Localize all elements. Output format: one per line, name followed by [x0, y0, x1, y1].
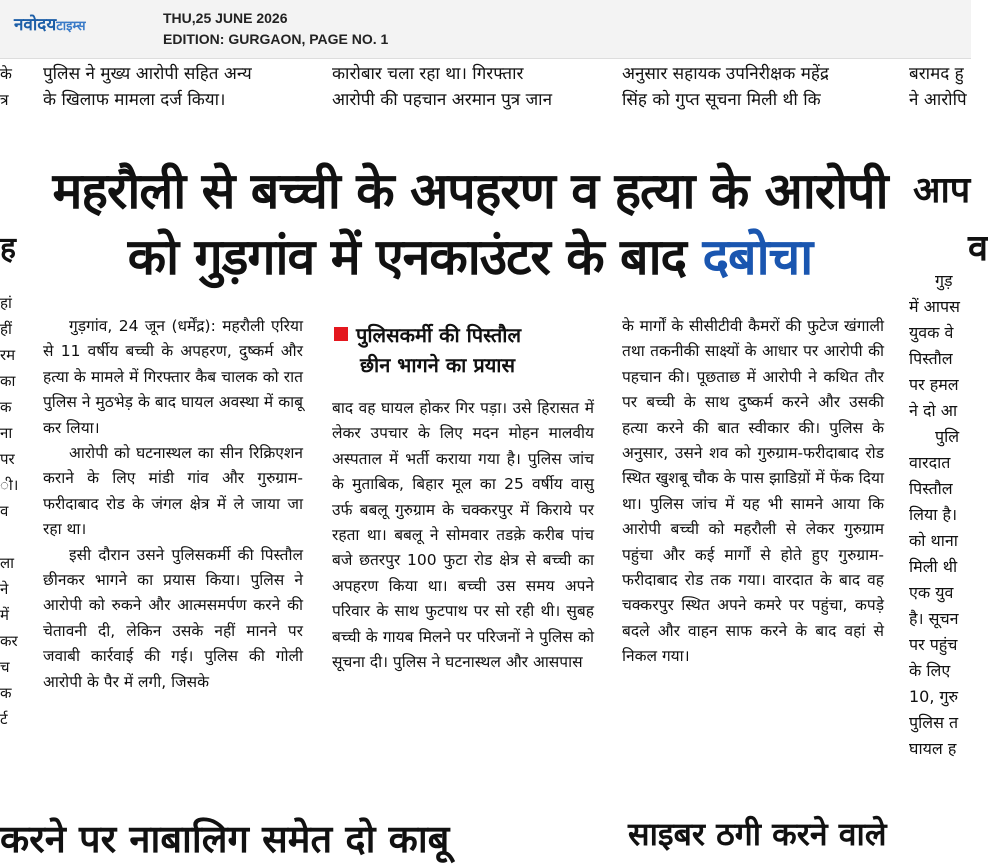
text-fragment: पिस्तौल — [909, 479, 953, 498]
headline-line1: महरौली से बच्ची के अपहरण व हत्या के आरोपी — [52, 162, 888, 220]
article-column-2 — [332, 396, 594, 778]
right-article-headline — [913, 162, 988, 278]
top-strip-col2 — [332, 62, 594, 114]
logo-sub: टाइम्स — [56, 19, 86, 34]
text-line: के खिलाफ मामला दर्ज किया। — [43, 90, 226, 110]
subheading-line1: पुलिसकर्मी की पिस्तौल — [356, 323, 522, 347]
top-strip-col3 — [622, 62, 884, 114]
text-fragment: 10, गुरु — [909, 687, 959, 706]
paragraph: बाद वह घायल होकर गिर पड़ा। उसे हिरासत में लेकर उपचार के लिए मदन मोहन मालवीय अस्पताल में भर्ती कराया गया है। पुलिस जांच के मुताबिक, बिहार मूल का 25 वर्षीय वासु उर्फ बबलू गुरुग्राम के चक्करपुर में किराये पर रहता था। बबलू ने सोमवार तडक़े करीब पांच बजे छतरपुर 100 फुटा रोड क्षेत्र से बच्ची का अपहरण किया था। बच्ची उस समय अपने परिवार के साथ फुटपाथ पर सो रही थी। सुबह बच्ची के गायब मिलने पर परिजनों ने पुलिस को सूचना दी। पुलिस ने घटनास्थल और आसपास — [332, 399, 594, 672]
text-line: ने आरोपि — [909, 90, 967, 110]
top-strip-col4 — [909, 62, 971, 114]
text-fragment: में आपस — [909, 297, 960, 316]
logo-main: नवोदय — [14, 15, 57, 35]
text-line: आरोपी की पहचान अरमान पुत्र जान — [332, 90, 553, 110]
headline-fragment: व — [968, 228, 988, 269]
text-fragment: को थाना — [909, 531, 958, 550]
bottom-right-headline: साइबर ठगी करने वाले — [628, 815, 887, 853]
paragraph: के मार्गों के सीसीटीवी कैमरों की फुटेज खंगाली तथा तकनीकी साक्ष्यों के आधार पर आरोपी की पहचान की। पूछताछ में आरोपी ने कथित तौर पर बच्ची के साथ दुष्कर्म करने और उसकी हत्या करने की बात स्वीकार की। पुलिस के अनुसार, उसने शव को गुरुग्राम-फरीदाबाद रोड स्थित खुशबू चौक के पास झाडिय़ों में फेंक दिया था। पुलिस जांच में यह भी सामने आया कि आरोपी बच्ची को महरौली से लेकर गुरुग्राम पहुंचा और कई मार्गों से होते हुए गुरुग्राम-फरीदाबाद रोड तक गया। वारदात के बाद वह चक्करपुर स्थित अपने कमरे पर पहुंचा, कपड़े बदले और वाहन साफ करने के बाद वहां से निकल गया। — [622, 317, 884, 666]
text-fragment: ने दो आ — [909, 401, 958, 420]
text-fragment: हीं — [0, 320, 12, 338]
paragraph: इसी दौरान उसने पुलिसकर्मी की पिस्तौल छीनकर भागने का प्रयास किया। पुलिस ने आरोपी को रुकने और आत्मसमर्पण करने की चेतावनी दी, लेकिन उसके नहीं मानने पर जवाबी कार्रवाई की गई। पुलिस की गोली आरोपी के पैर में लगी, जिसके — [43, 545, 303, 691]
article-column-1 — [43, 314, 303, 776]
headline-highlight: दबोचा — [702, 228, 813, 286]
text-fragment: गुड़ — [935, 271, 953, 290]
text-line: पुलिस ने मुख्य आरोपी सहित अन्य — [43, 64, 252, 84]
top-strip-col1 — [43, 62, 313, 114]
text-fragment: ना — [0, 424, 13, 442]
text-line: सिंह को गुप्त सूचना मिली थी कि — [622, 90, 821, 110]
text-fragment: घायल ह — [909, 739, 957, 758]
text-fragment: पर हमल — [909, 375, 959, 394]
right-article-column — [909, 268, 971, 762]
text-fragment: पिस्तौल — [909, 349, 953, 368]
text-fragment: पर पहुंच — [909, 635, 958, 654]
text-fragment: क — [0, 684, 12, 702]
text-fragment: व — [0, 502, 9, 520]
left-edge-column — [0, 290, 18, 732]
masthead — [0, 0, 971, 59]
text-fragment: का — [0, 372, 16, 390]
text-fragment — [0, 524, 18, 550]
subheading-line2: छीन भागने का प्रयास — [360, 353, 516, 377]
text-fragment: ी। — [0, 476, 19, 494]
top-left-edge — [0, 62, 18, 114]
text-line: कारोबार चला रहा था। गिरफ्तार — [332, 64, 524, 84]
text-fragment: ने — [0, 580, 9, 598]
headline-line2 — [30, 224, 910, 290]
text-fragment: के — [0, 65, 12, 83]
text-fragment: है। सूचन — [909, 609, 959, 628]
text-fragment: मिली थी — [909, 557, 958, 576]
red-square-bullet-icon — [334, 327, 348, 341]
article-headline[interactable] — [30, 158, 910, 290]
newspaper-logo[interactable] — [14, 12, 86, 35]
headline-line2-text: को गुड़गांव में एनकाउंटर के बाद — [127, 228, 687, 286]
headline-fragment: आप — [913, 170, 971, 211]
text-fragment: कर — [0, 632, 18, 650]
edition-page: EDITION: GURGAON, PAGE NO. 1 — [163, 31, 389, 47]
edition-date: THU,25 JUNE 2026 — [163, 10, 288, 26]
text-fragment: एक युव — [909, 583, 954, 602]
text-fragment: पुलिस त — [909, 713, 959, 732]
text-fragment: पुलि — [935, 427, 960, 446]
article-column-3 — [622, 314, 884, 776]
text-fragment: लिया है। — [909, 505, 958, 524]
text-fragment: ला — [0, 554, 15, 572]
text-fragment: हां — [0, 294, 12, 312]
text-line: अनुसार सहायक उपनिरीक्षक महेंद्र — [622, 64, 829, 84]
text-fragment: च — [0, 658, 10, 676]
text-fragment: रम — [0, 346, 16, 364]
paragraph: आरोपी को घटनास्थल का सीन रिक्रिएशन कराने के लिए मांडी गांव और गुरुग्राम-फरीदाबाद रोड के जंगल क्षेत्र में ले जाया जा रहा था। — [43, 444, 303, 539]
left-article-headline: ह — [0, 231, 16, 266]
text-fragment: पर — [0, 450, 15, 468]
paragraph: गुड़गांव, 24 जून (धर्मेंद्र): महरौली एरिया से 11 वर्षीय बच्ची के अपहरण, दुष्कर्म और हत्या के मामले में गिरफ्तार कैब चालक को रात पुलिस ने मुठभेड़ के बाद घायल अवस्था में काबू कर लिया। — [43, 317, 303, 437]
text-fragment: वारदात — [909, 453, 951, 472]
text-line: बरामद हु — [909, 64, 964, 84]
article-subheading — [334, 320, 594, 380]
text-fragment: र्ट — [0, 710, 8, 728]
text-fragment: के लिए — [909, 661, 951, 680]
text-fragment: युवक वे — [909, 323, 954, 342]
text-fragment: क — [0, 398, 12, 416]
text-fragment: में — [0, 606, 9, 624]
text-fragment: त्र — [0, 91, 9, 109]
bottom-left-headline: करने पर नाबालिग समेत दो काबू — [0, 817, 450, 861]
